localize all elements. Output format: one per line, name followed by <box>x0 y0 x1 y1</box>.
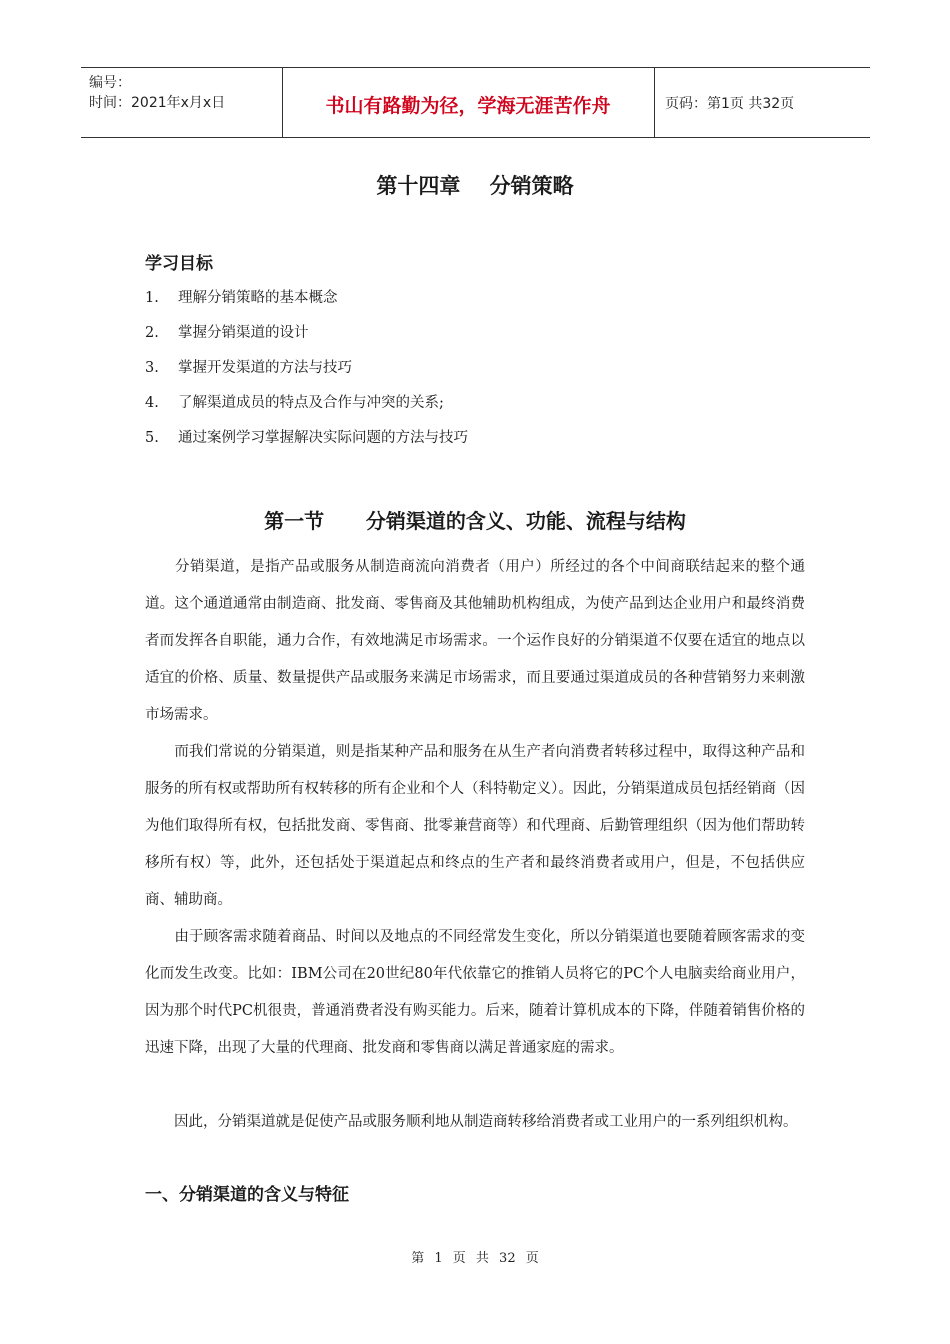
section-title: 第一节 分销渠道的含义、功能、流程与结构 <box>264 509 686 533</box>
goal-item <box>145 426 468 447</box>
goal-text: 掌握分销渠道的设计 <box>178 325 309 341</box>
goal-number: 5. <box>145 430 159 446</box>
header-motto-cell <box>282 68 655 137</box>
subsection-heading: 一、分销渠道的含义与特征 <box>145 1185 349 1205</box>
time-label: 时间：2021年x月x日 <box>89 95 226 111</box>
goal-text: 理解分销策略的基本概念 <box>178 290 338 306</box>
goal-number: 2. <box>145 325 159 341</box>
header-meta-cell <box>81 68 283 137</box>
goal-number: 3. <box>145 360 159 376</box>
goal-number: 1. <box>145 290 159 306</box>
page-footer: 第 1 页 共 32 页 <box>411 1251 539 1266</box>
header-page-cell <box>655 68 870 137</box>
goal-text: 通过案例学习掌握解决实际问题的方法与技巧 <box>178 430 468 446</box>
goal-text: 了解渠道成员的特点及合作与冲突的关系; <box>178 395 444 411</box>
motto: 书山有路勤为径，学海无涯苦作舟 <box>325 95 611 117</box>
goal-text: 掌握开发渠道的方法与技巧 <box>178 360 352 376</box>
header-table <box>81 67 870 138</box>
goal-item <box>145 286 338 307</box>
body-paragraph: 因此，分销渠道就是促使产品或服务顺利地从制造商转移给消费者或工业用户的一系列组织机构。 <box>145 1114 798 1130</box>
goal-item <box>145 356 352 377</box>
page-info: 页码：第1页 共32页 <box>665 96 795 112</box>
body-paragraph: 而我们常说的分销渠道，则是指某种产品和服务在从生产者向消费者转移过程中，取得这种产品和服务的所有权或帮助所有权转移的所有企业和个人（科特勒定义）。因此，分销渠道成员包括经销商（因为他们取得所有权，包括批发商、零售商、批零兼营商等）和代理商、后勤管理组织（因为他们帮助转移所有权）等，此外，还包括处于渠道起点和终点的生产者和最终消费者或用户，但是，不包括供应商、辅助商。 <box>145 744 805 908</box>
chapter-title: 第十四章 分销策略 <box>376 174 574 198</box>
serial-label: 编号： <box>89 75 131 91</box>
body-paragraph: 由于顾客需求随着商品、时间以及地点的不同经常发生变化，所以分销渠道也要随着顾客需求的变化而发生改变。比如：IBM公司在20世纪80年代依靠它的推销人员将它的PC个人电脑卖给商业用户，因为那个时代PC机很贵，普通消费者没有购买能力。后来，随着计算机成本的下降，伴随着销售价格的迅速下降，出现了大量的代理商、批发商和零售商以满足普通家庭的需求。 <box>145 929 805 1056</box>
body-paragraph: 分销渠道，是指产品或服务从制造商流向消费者（用户）所经过的各个中间商联结起来的整个通道。这个通道通常由制造商、批发商、零售商及其他辅助机构组成，为使产品到达企业用户和最终消费者而发挥各自职能，通力合作，有效地满足市场需求。一个运作良好的分销渠道不仅要在适宜的地点以适宜的价格、质量、数量提供产品或服务来满足市场需求，而且要通过渠道成员的各种营销努力来刺激市场需求。 <box>145 559 805 723</box>
goal-item <box>145 391 444 412</box>
goal-number: 4. <box>145 395 159 411</box>
goal-item <box>145 321 309 342</box>
goals-heading: 学习目标 <box>145 254 213 274</box>
